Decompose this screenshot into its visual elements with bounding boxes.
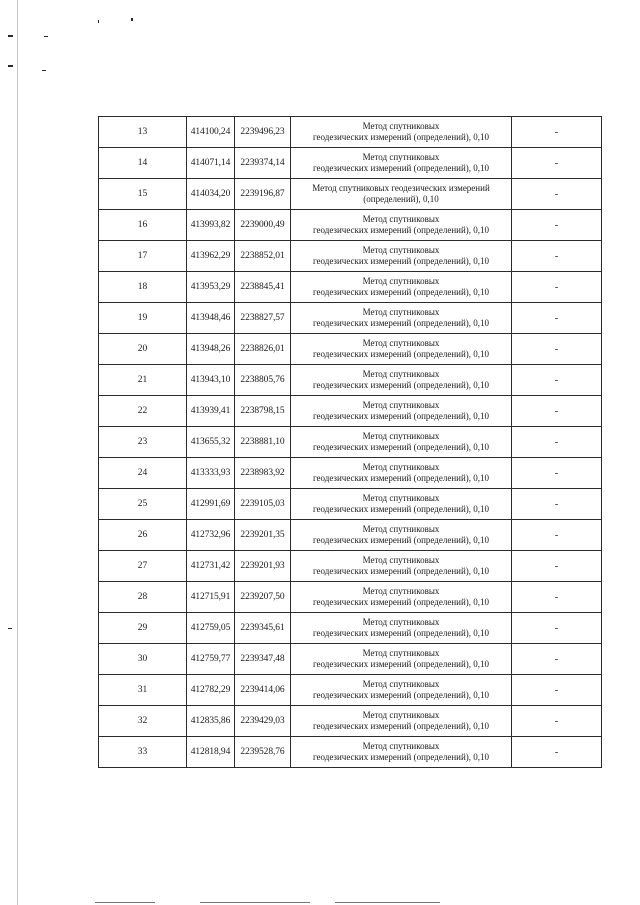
method-line-2: геодезических измерений (определений), 0,10 [312,132,490,142]
note-cell: - [512,675,602,706]
method-cell [291,458,512,489]
y-coordinate-cell: 2238805,76 [235,365,291,396]
x-coordinate-cell: 413953,29 [187,272,235,303]
table-row [99,644,602,675]
method-line-2: геодезических измерений (определений), 0,10 [312,690,490,700]
method-cell [291,334,512,365]
x-coordinate-cell: 413655,32 [187,427,235,458]
table-row [99,582,602,613]
method-line-2: геодезических измерений (определений), 0,10 [312,597,490,607]
table-row [99,489,602,520]
y-coordinate-cell: 2238983,92 [235,458,291,489]
method-line-1: Метод спутниковых [362,245,440,255]
method-cell [291,427,512,458]
x-coordinate-cell: 414034,20 [187,179,235,210]
table-row [99,520,602,551]
method-line-2: геодезических измерений (определений), 0,10 [312,442,490,452]
note-cell: - [512,179,602,210]
note-cell: - [512,644,602,675]
point-number-cell: 29 [99,613,187,644]
x-coordinate-cell: 413939,41 [187,396,235,427]
scan-speck [8,628,12,629]
method-line-2: геодезических измерений (определений), 0,10 [312,628,490,638]
method-line-2: (определений), 0,10 [363,194,439,204]
x-coordinate-cell: 413948,46 [187,303,235,334]
method-line-1: Метод спутниковых [362,152,440,162]
x-coordinate-cell: 413962,29 [187,241,235,272]
note-cell: - [512,613,602,644]
point-number-cell: 24 [99,458,187,489]
scan-speck [131,18,133,21]
point-number-cell: 20 [99,334,187,365]
method-cell [291,737,512,768]
coordinates-table-body [99,117,602,768]
method-line-1: Метод спутниковых [362,524,440,534]
method-cell [291,613,512,644]
point-number-cell: 22 [99,396,187,427]
method-line-2: геодезических измерений (определений), 0,10 [312,256,490,266]
y-coordinate-cell: 2239496,23 [235,117,291,148]
scan-speck [8,65,13,67]
y-coordinate-cell: 2239000,49 [235,210,291,241]
y-coordinate-cell: 2238827,57 [235,303,291,334]
note-cell: - [512,210,602,241]
method-line-1: Метод спутниковых [362,121,440,131]
method-line-1: Метод спутниковых [362,555,440,565]
method-line-2: геодезических измерений (определений), 0,10 [312,659,490,669]
method-line-1: Метод спутниковых [362,648,440,658]
y-coordinate-cell: 2238798,15 [235,396,291,427]
x-coordinate-cell: 412759,05 [187,613,235,644]
point-number-cell: 31 [99,675,187,706]
method-cell [291,582,512,613]
y-coordinate-cell: 2239347,48 [235,644,291,675]
x-coordinate-cell: 412991,69 [187,489,235,520]
method-line-2: геодезических измерений (определений), 0,10 [312,721,490,731]
point-number-cell: 23 [99,427,187,458]
y-coordinate-cell: 2239528,76 [235,737,291,768]
point-number-cell: 19 [99,303,187,334]
table-row [99,427,602,458]
method-line-2: геодезических измерений (определений), 0,10 [312,752,490,762]
x-coordinate-cell: 412759,77 [187,644,235,675]
method-line-2: геодезических измерений (определений), 0,10 [312,287,490,297]
x-coordinate-cell: 412818,94 [187,737,235,768]
x-coordinate-cell: 413943,10 [187,365,235,396]
method-cell [291,489,512,520]
note-cell: - [512,551,602,582]
y-coordinate-cell: 2238845,41 [235,272,291,303]
scan-speck [98,20,99,23]
method-line-2: геодезических измерений (определений), 0,10 [312,318,490,328]
method-line-1: Метод спутниковых [362,462,440,472]
point-number-cell: 14 [99,148,187,179]
y-coordinate-cell: 2239201,93 [235,551,291,582]
method-cell [291,644,512,675]
point-number-cell: 25 [99,489,187,520]
method-cell [291,210,512,241]
method-line-1: Метод спутниковых [362,617,440,627]
y-coordinate-cell: 2239105,03 [235,489,291,520]
method-line-2: геодезических измерений (определений), 0,10 [312,535,490,545]
point-number-cell: 13 [99,117,187,148]
note-cell: - [512,241,602,272]
x-coordinate-cell: 412715,91 [187,582,235,613]
point-number-cell: 21 [99,365,187,396]
method-line-2: геодезических измерений (определений), 0,10 [312,225,490,235]
note-cell: - [512,458,602,489]
table-row [99,117,602,148]
scan-speck [8,35,13,37]
point-number-cell: 33 [99,737,187,768]
coordinates-table [98,116,602,768]
note-cell: - [512,427,602,458]
method-line-1: Метод спутниковых [362,400,440,410]
method-line-1: Метод спутниковых [362,586,440,596]
method-line-2: геодезических измерений (определений), 0,10 [312,349,490,359]
x-coordinate-cell: 412731,42 [187,551,235,582]
table-row [99,272,602,303]
method-line-1: Метод спутниковых [362,214,440,224]
method-cell [291,272,512,303]
method-cell [291,303,512,334]
note-cell: - [512,520,602,551]
y-coordinate-cell: 2239414,06 [235,675,291,706]
x-coordinate-cell: 414071,14 [187,148,235,179]
table-row [99,675,602,706]
note-cell: - [512,706,602,737]
x-coordinate-cell: 412835,86 [187,706,235,737]
method-line-1: Метод спутниковых [362,338,440,348]
note-cell: - [512,396,602,427]
y-coordinate-cell: 2239374,14 [235,148,291,179]
table-row [99,365,602,396]
method-cell [291,675,512,706]
point-number-cell: 15 [99,179,187,210]
method-line-1: Метод спутниковых [362,276,440,286]
note-cell: - [512,303,602,334]
x-coordinate-cell: 414100,24 [187,117,235,148]
method-cell [291,396,512,427]
note-cell: - [512,737,602,768]
y-coordinate-cell: 2239196,87 [235,179,291,210]
table-row [99,303,602,334]
point-number-cell: 30 [99,644,187,675]
table-row [99,241,602,272]
y-coordinate-cell: 2239345,61 [235,613,291,644]
method-cell [291,365,512,396]
method-line-2: геодезических измерений (определений), 0,10 [312,411,490,421]
scan-edge-line [17,0,18,905]
method-line-1: Метод спутниковых [362,679,440,689]
y-coordinate-cell: 2238826,01 [235,334,291,365]
method-line-1: Метод спутниковых [362,369,440,379]
scan-speck [44,36,48,37]
table-row [99,737,602,768]
y-coordinate-cell: 2239201,35 [235,520,291,551]
method-line-2: геодезических измерений (определений), 0,10 [312,566,490,576]
method-cell [291,148,512,179]
scan-speck [42,70,46,71]
point-number-cell: 17 [99,241,187,272]
note-cell: - [512,582,602,613]
x-coordinate-cell: 412732,96 [187,520,235,551]
table-row [99,179,602,210]
table-row [99,396,602,427]
method-line-1: Метод спутниковых геодезических измерений [312,183,490,193]
footer-rule [95,902,155,903]
note-cell: - [512,489,602,520]
table-row [99,551,602,582]
note-cell: - [512,117,602,148]
table-row [99,210,602,241]
footer-rule [335,902,440,903]
method-line-1: Метод спутниковых [362,493,440,503]
point-number-cell: 26 [99,520,187,551]
note-cell: - [512,365,602,396]
method-line-1: Метод спутниковых [362,710,440,720]
y-coordinate-cell: 2239429,03 [235,706,291,737]
method-line-2: геодезических измерений (определений), 0,10 [312,473,490,483]
footer-rule [200,902,310,903]
point-number-cell: 28 [99,582,187,613]
y-coordinate-cell: 2238852,01 [235,241,291,272]
x-coordinate-cell: 412782,29 [187,675,235,706]
method-cell [291,706,512,737]
table-row [99,148,602,179]
note-cell: - [512,148,602,179]
point-number-cell: 27 [99,551,187,582]
method-cell [291,551,512,582]
method-line-2: геодезических измерений (определений), 0,10 [312,504,490,514]
y-coordinate-cell: 2238881,10 [235,427,291,458]
point-number-cell: 16 [99,210,187,241]
table-row [99,613,602,644]
table-row [99,334,602,365]
x-coordinate-cell: 413333,93 [187,458,235,489]
method-line-1: Метод спутниковых [362,741,440,751]
method-line-2: геодезических измерений (определений), 0,10 [312,163,490,173]
table-row [99,458,602,489]
point-number-cell: 18 [99,272,187,303]
note-cell: - [512,272,602,303]
method-line-2: геодезических измерений (определений), 0,10 [312,380,490,390]
point-number-cell: 32 [99,706,187,737]
x-coordinate-cell: 413948,26 [187,334,235,365]
method-cell [291,520,512,551]
y-coordinate-cell: 2239207,50 [235,582,291,613]
method-line-1: Метод спутниковых [362,307,440,317]
method-line-1: Метод спутниковых [362,431,440,441]
method-cell [291,241,512,272]
note-cell: - [512,334,602,365]
x-coordinate-cell: 413993,82 [187,210,235,241]
table-row [99,706,602,737]
method-cell [291,117,512,148]
method-cell [291,179,512,210]
